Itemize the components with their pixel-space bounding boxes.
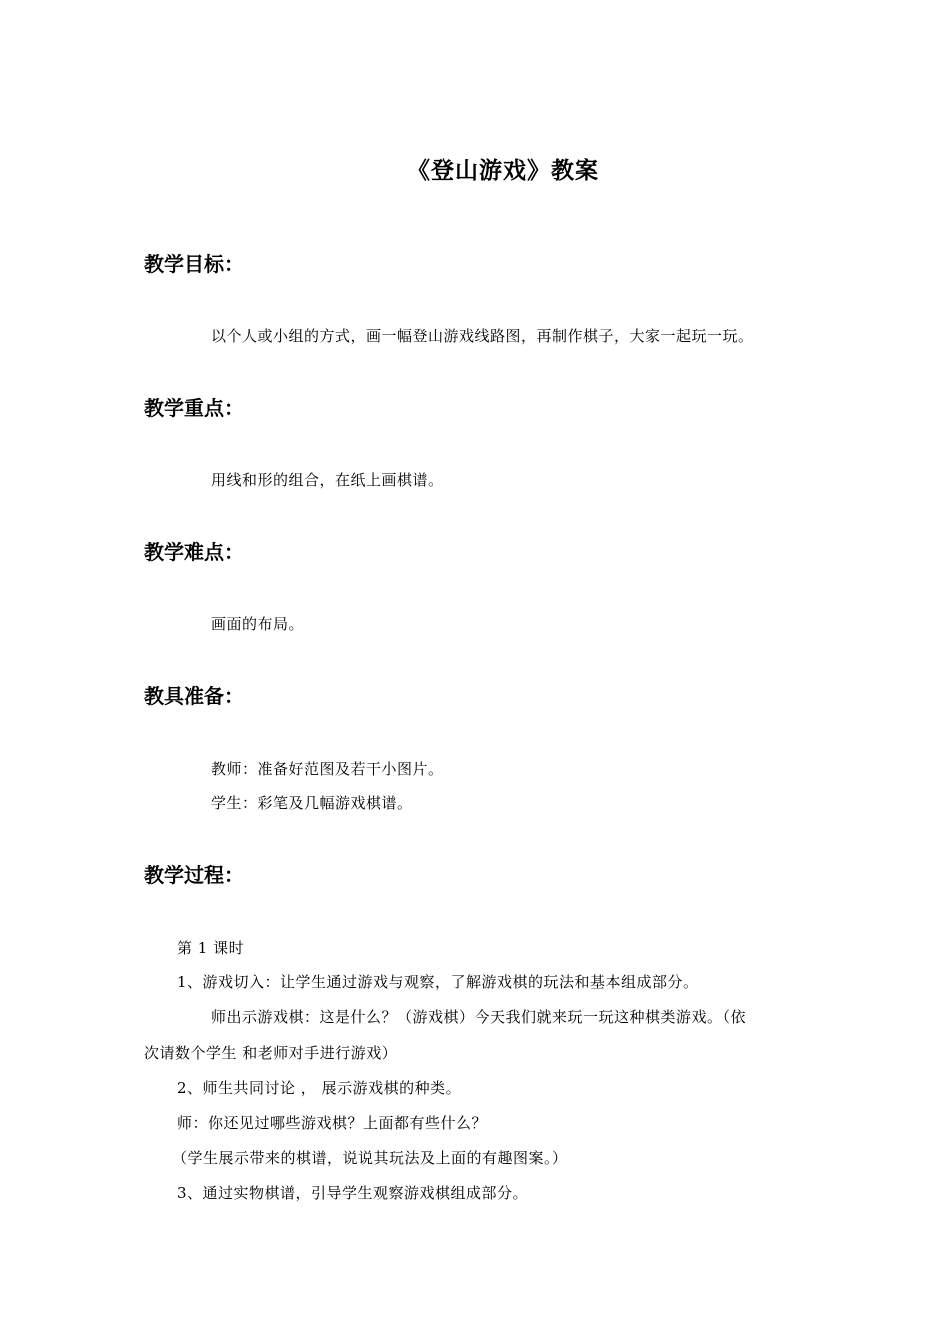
paragraph: 以个人或小组的方式，画一幅登山游戏线路图，再制作棋子，大家一起玩一玩。 <box>211 327 754 345</box>
paragraph: 1、游戏切入：让学生通过游戏与观察，了解游戏棋的玩法和基本组成部分。 <box>177 973 699 991</box>
paragraph: （学生展示带来的棋谱，说说其玩法及上面的有趣图案。） <box>172 1149 568 1167</box>
paragraph: 师出示游戏棋：这是什么？（游戏棋）今天我们就来玩一玩这种棋类游戏。（依 <box>211 1008 747 1026</box>
paragraph: 2、师生共同讨论 ， 展示游戏棋的种类。 <box>177 1079 462 1097</box>
paragraph: 第 1 课时 <box>177 939 245 957</box>
heading-teaching-goals: 教学目标： <box>144 252 244 276</box>
heading-materials: 教具准备： <box>144 684 244 708</box>
paragraph: 师：你还见过哪些游戏棋？上面都有些什么？ <box>177 1114 488 1132</box>
document-title: 《登山游戏》教案 <box>407 158 599 184</box>
paragraph: 画面的布局。 <box>211 615 305 633</box>
heading-key-points: 教学重点： <box>144 396 244 420</box>
paragraph: 3、通过实物棋谱，引导学生观察游戏棋组成部分。 <box>177 1184 529 1202</box>
paragraph: 学生：彩笔及几幅游戏棋谱。 <box>211 794 413 812</box>
heading-difficulties: 教学难点： <box>144 540 244 564</box>
paragraph: 用线和形的组合，在纸上画棋谱。 <box>211 471 444 489</box>
paragraph: 次请数个学生 和老师对手进行游戏） <box>144 1044 398 1062</box>
heading-process: 教学过程： <box>144 863 244 887</box>
paragraph: 教师：准备好范图及若干小图片。 <box>211 760 444 778</box>
